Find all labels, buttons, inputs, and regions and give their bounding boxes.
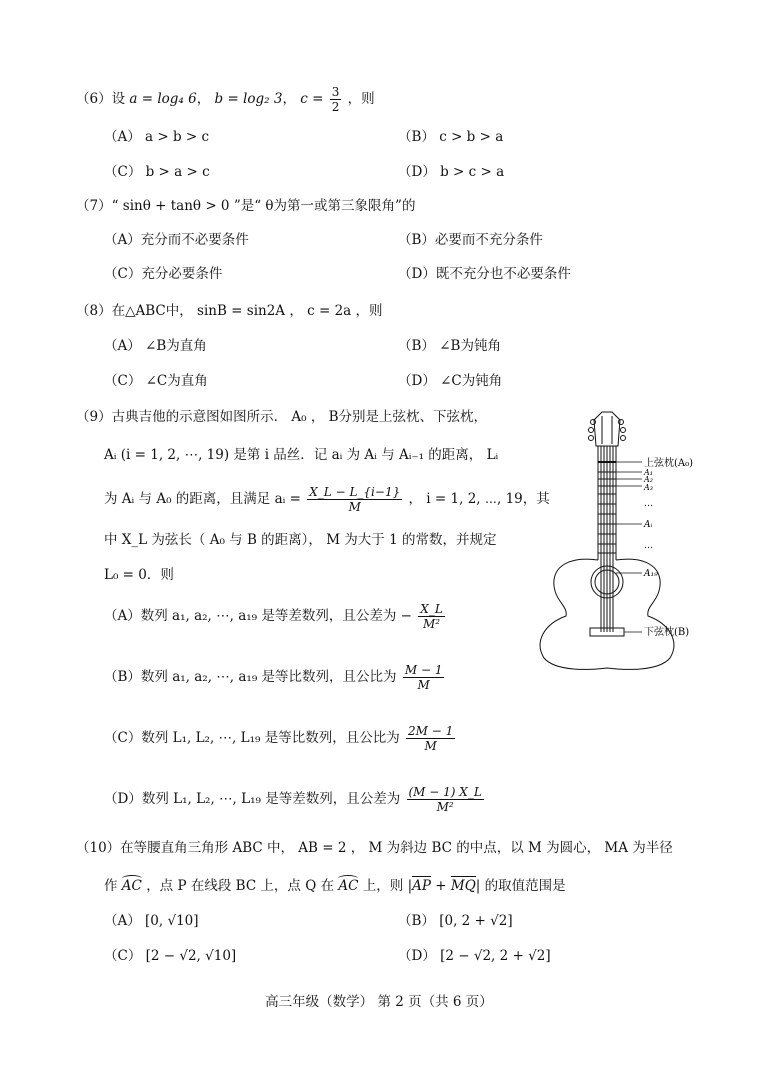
q7-stem: （7）“ sinθ + tanθ > 0 ”是“ θ为第一或第三象限角”的 xyxy=(76,198,416,214)
q10-line-1: （10）在等腰直角三角形 ABC 中， AB = 2 ， M 为斜边 BC 的中点，以 M 为圆心， MA 为半径 xyxy=(76,840,673,856)
label-a2: A₂ xyxy=(644,475,653,484)
q9-line-5: L₀ = 0．则 xyxy=(104,567,174,583)
q7-option-c: （C）充分必要条件 xyxy=(104,266,223,282)
q6-stem: （6）设 a = log₄ 6， b = log₂ 3， c = $\frac{3}{2}$ ，则 xyxy=(76,85,375,114)
label-dots-2: … xyxy=(644,541,653,551)
label-a3: A₃ xyxy=(644,483,653,492)
label-a1: A₁ xyxy=(644,468,653,477)
label-bottom-nut: 下弦枕(B) xyxy=(644,627,690,638)
guitar-figure xyxy=(530,410,710,670)
q10-option-b: （B） [0, 2 + √2] xyxy=(398,913,513,929)
q8-stem: （8）在△ABC中， sinB = sin2A ， c = 2a ，则 xyxy=(76,303,383,319)
page-footer: 高三年级（数学） 第 2 页（共 6 页） xyxy=(265,994,493,1010)
guitar-leader-lines xyxy=(616,462,642,632)
q8-option-c: （C） ∠C为直角 xyxy=(104,373,208,389)
vector-ap: AP xyxy=(412,878,431,894)
label-dots-1: … xyxy=(644,499,653,509)
q6-option-c: （C） b > a > c xyxy=(104,164,210,180)
q9-line-2: Aᵢ (i = 1, 2, ⋯, 19) 是第 i 品丝．记 aᵢ 为 Aᵢ 与 Aᵢ₋₁ 的距离， Lᵢ xyxy=(104,447,499,463)
label-ai: Aᵢ xyxy=(644,520,653,530)
q9-line-4: 中 X_L 为弦长（ A₀ 与 B 的距离）， M 为大于 1 的常数，并规定 xyxy=(104,532,497,548)
q9-line-1: （9）古典吉他的示意图如图所示． A₀ ， B分别是上弦枕、下弦枕， xyxy=(76,409,488,425)
q7-option-b: （B）必要而不充分条件 xyxy=(398,232,543,248)
arc-ac-2: AC xyxy=(338,878,359,894)
q9-option-c: （C）数列 L₁, L₂, ⋯, L₁₉ 是等比数列，且公比为 $\frac{2M - 1}{M}$ xyxy=(104,724,454,753)
q9-option-d: （D）数列 L₁, L₂, ⋯, L₁₉ 是等差数列，且公差为 $\frac{(M - 1) X\_L}{\text{M²}}$ xyxy=(104,785,482,814)
q9-option-a: （A）数列 a₁, a₂, ⋯, a₁₉ 是等差数列，且公差为 − $\frac{X\_L}{\text{M²}}$ xyxy=(104,602,443,631)
q8-option-d: （D） ∠C为钝角 xyxy=(398,373,503,389)
q9-line-3: 为 Aᵢ 与 A₀ 的距离，且满足 aᵢ = $\frac{X\_L - L\_\{i-1\}}{M}$ ， i = 1, 2, ⋯, 19，其 xyxy=(104,485,550,514)
q7-option-d: （D）既不充分也不必要条件 xyxy=(398,266,571,282)
arc-ac: AC xyxy=(121,878,142,894)
q10-option-d: （D） [2 − √2, 2 + √2] xyxy=(398,948,551,964)
q8-option-b: （B） ∠B为钝角 xyxy=(398,338,501,354)
label-a19: A₁₉ xyxy=(644,569,658,579)
guitar-neck xyxy=(598,446,616,632)
q9-option-b: （B）数列 a₁, a₂, ⋯, a₁₉ 是等比数列，且公比为 $\frac{M - 1}{M}$ xyxy=(104,663,443,692)
q10-option-c: （C） [2 − √2, √10] xyxy=(104,948,237,964)
vector-mq: MQ xyxy=(450,878,476,894)
label-top-nut: 上弦枕(A₀) xyxy=(644,458,694,469)
q6-option-b: （B） c > b > a xyxy=(398,129,504,145)
q10-option-a: （A） [0, √10] xyxy=(104,913,199,929)
guitar-headstock xyxy=(589,412,626,446)
q7-option-a: （A）充分而不必要条件 xyxy=(104,232,249,248)
q6-option-a: （A） a > b > c xyxy=(104,129,210,145)
q6-option-d: （D） b > c > a xyxy=(398,164,505,180)
q8-option-a: （A） ∠B为直角 xyxy=(104,338,207,354)
q10-line-2: 作 AC ，点 P 在线段 BC 上，点 Q 在 AC 上，则 |AP + MQ| 的取值范围是 xyxy=(104,878,566,894)
